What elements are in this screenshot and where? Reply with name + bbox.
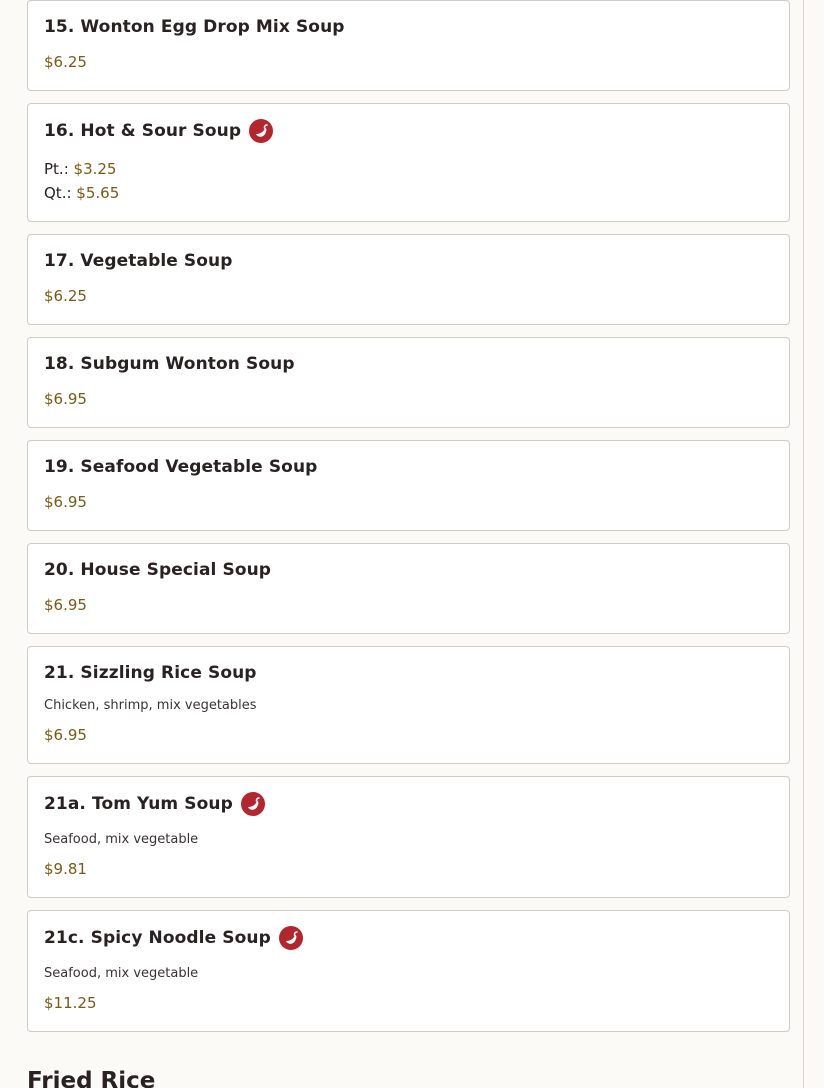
menu-item-card[interactable] <box>27 234 790 325</box>
size-price: $5.65 <box>76 184 120 202</box>
menu-item-card[interactable] <box>27 543 790 634</box>
menu-item-card[interactable] <box>27 0 790 91</box>
menu-item-title: 20. House Special Soup <box>44 560 272 580</box>
menu-item-price: $6.95 <box>44 390 87 408</box>
size-label: Qt.: <box>44 184 72 202</box>
menu-item-card[interactable] <box>27 910 790 1032</box>
menu-item-description: Chicken, shrimp, mix vegetables <box>44 698 257 713</box>
menu-item-title-row <box>44 791 265 817</box>
menu-item-price: $6.25 <box>44 287 87 305</box>
menu-item-title: 15. Wonton Egg Drop Mix Soup <box>44 17 345 37</box>
right-divider <box>803 0 804 1088</box>
menu-item-title: 21c. Spicy Noodle Soup <box>44 928 271 948</box>
menu-item-description: Seafood, mix vegetable <box>44 966 199 981</box>
menu-item-description: Seafood, mix vegetable <box>44 832 199 847</box>
menu-item-card[interactable] <box>27 646 790 764</box>
size-price-line <box>44 160 116 178</box>
menu-item-title: 17. Vegetable Soup <box>44 251 233 271</box>
section-heading-fried-rice: Fried Rice <box>27 1068 156 1088</box>
menu-item-card[interactable] <box>27 440 790 531</box>
menu-item-title: 19. Seafood Vegetable Soup <box>44 457 318 477</box>
size-price: $3.25 <box>73 160 117 178</box>
size-label: Pt.: <box>44 160 69 178</box>
menu-item-price: $6.95 <box>44 596 87 614</box>
menu-item-price: $9.81 <box>44 860 87 878</box>
menu-item-title: 21a. Tom Yum Soup <box>44 794 233 814</box>
menu-item-price: $6.95 <box>44 493 87 511</box>
menu-item-title: 16. Hot & Sour Soup <box>44 121 242 141</box>
chili-pepper-icon <box>241 792 265 816</box>
menu-item-title: 18. Subgum Wonton Soup <box>44 354 295 374</box>
menu-item-title-row <box>44 118 273 144</box>
size-price-line <box>44 184 119 202</box>
menu-item-card[interactable] <box>27 776 790 898</box>
menu-item-price: $11.25 <box>44 994 97 1012</box>
menu-item-price: $6.25 <box>44 53 87 71</box>
menu-item-card[interactable] <box>27 337 790 428</box>
menu-item-title-row <box>44 925 303 951</box>
menu-item-card[interactable] <box>27 103 790 222</box>
chili-pepper-icon <box>249 119 273 143</box>
chili-pepper-icon <box>279 926 303 950</box>
menu-item-price: $6.95 <box>44 726 87 744</box>
menu-item-title: 21. Sizzling Rice Soup <box>44 663 257 683</box>
